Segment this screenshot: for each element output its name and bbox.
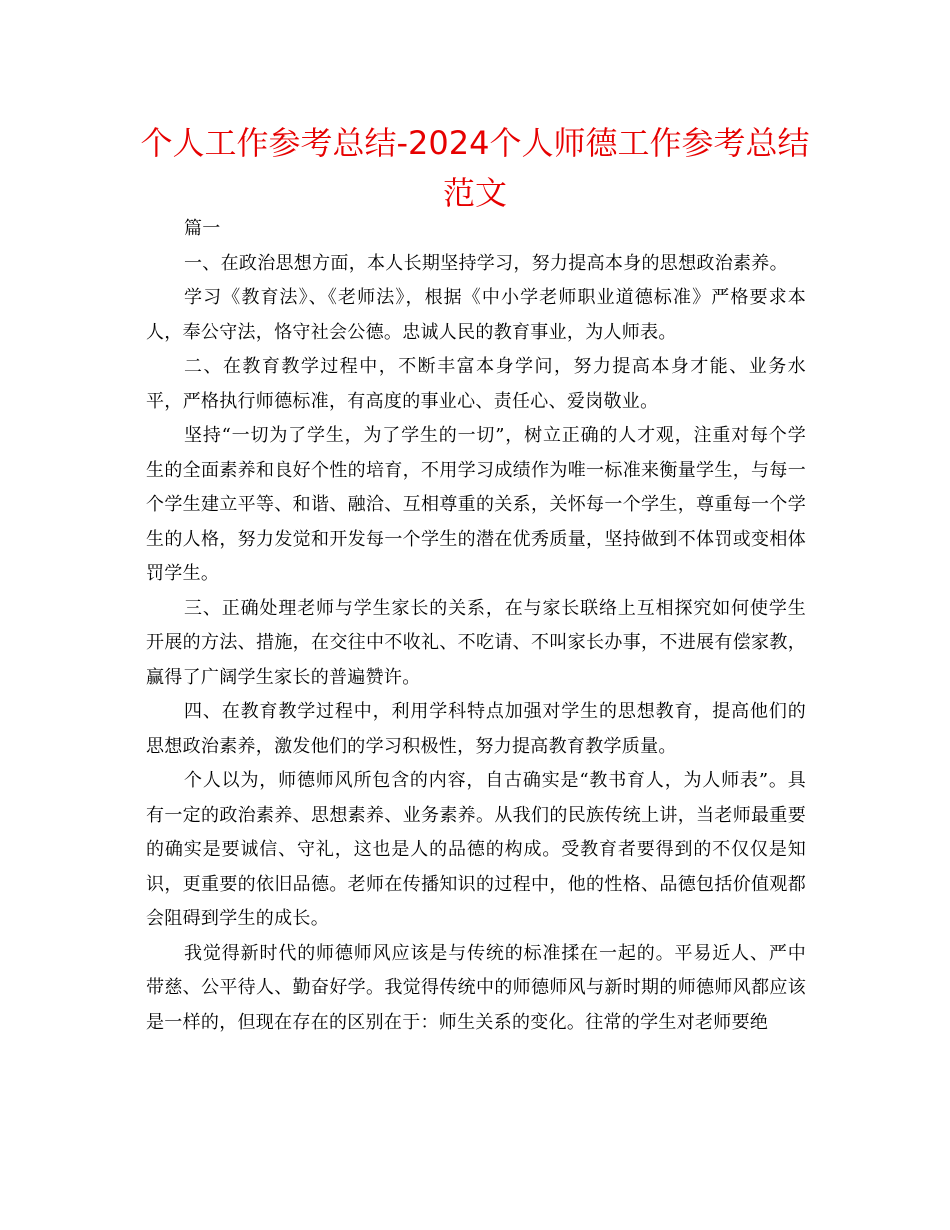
document-body [146, 212, 806, 1040]
paragraph: 四、在教育教学过程中，利用学科特点加强对学生的思想教育，提高他们的思想政治素养，激发他们的学习积极性，努力提高教育教学质量。 [146, 701, 806, 757]
paragraph: 三、正确处理老师与学生家长的关系，在与家长联络上互相探究如何使学生开展的方法、措施，在交往中不收礼、不吃请、不叫家长办事，不进展有偿家教，赢得了广阔学生家长的普遍赞许。 [146, 597, 806, 688]
paragraph: 个人以为，师德师风所包含的内容，自古确实是“教书育人，为人师表”。具有一定的政治素养、思想素养、业务素养。从我们的民族传统上讲，当老师最重要的确实是要诚信、守礼，这也是人的品德的构成。受教育者要得到的不仅仅是知识，更重要的依旧品德。老师在传播知识的过程中，他的性格、品德包括价值观都会阻碍到学生的成长。 [146, 770, 806, 929]
document-title: 个人工作参考总结-2024个人师德工作参考总结范文 [140, 124, 810, 212]
section-label: 篇一 [184, 218, 221, 239]
paragraph: 坚持“一切为了学生，为了学生的一切”，树立正确的人才观，注重对每个学生的全面素养和良好个性的培育，不用学习成绩作为唯一标准来衡量学生，与每一个学生建立平等、和谐、融洽、互相尊重的关系，关怀每一个学生，尊重每一个学生的人格，努力发觉和开发每一个学生的潜在优秀质量，坚持做到不体罚或变相体罚学生。 [146, 425, 806, 584]
paragraph: 学习《教育法》、《老师法》，根据《中小学老师职业道德标准》严格要求本人，奉公守法，恪守社会公德。忠诚人民的教育事业，为人师表。 [146, 287, 806, 343]
paragraph: 我觉得新时代的师德师风应该是与传统的标准揉在一起的。平易近人、严中带慈、公平待人、勤奋好学。我觉得传统中的师德师风与新时期的师德师风都应该是一样的，但现在存在的区别在于：师生关系的变化。往常的学生对老师要绝 [146, 942, 806, 1033]
paragraph: 二、在教育教学过程中，不断丰富本身学问，努力提高本身才能、业务水平，严格执行师德标准，有高度的事业心、责任心、爱岗敬业。 [146, 356, 806, 412]
paragraph: 一、在政治思想方面，本人长期坚持学习，努力提高本身的思想政治素养。 [184, 252, 788, 274]
